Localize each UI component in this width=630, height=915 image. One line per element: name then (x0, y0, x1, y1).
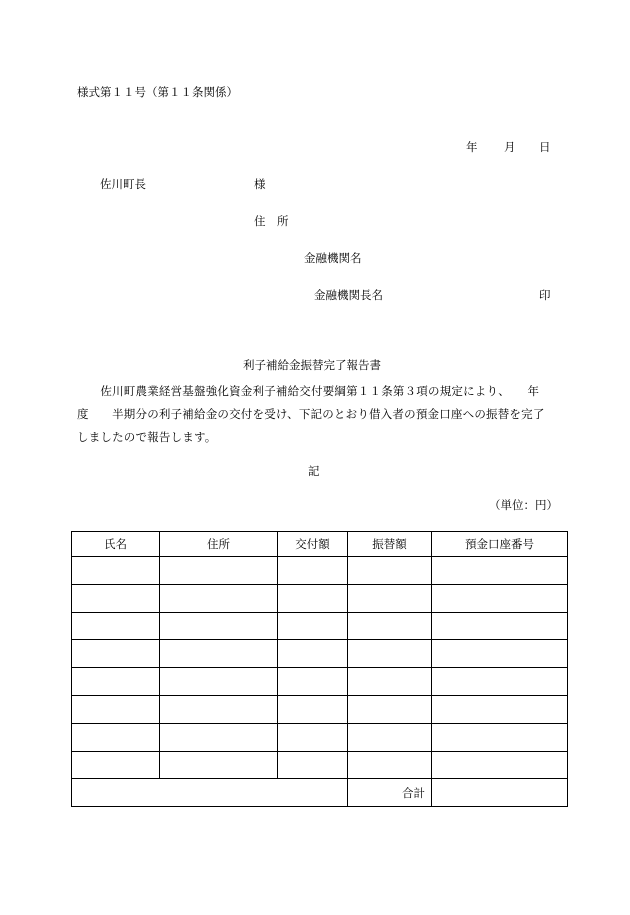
body-line: しましたので報告します。 (77, 430, 217, 444)
document-title: 利子補給金振替完了報告書 (243, 358, 381, 372)
cell-grant-amount[interactable] (278, 723, 348, 751)
cell-grant-amount[interactable] (278, 612, 348, 640)
cell-address[interactable] (160, 612, 278, 640)
cell-account-number[interactable] (432, 695, 568, 723)
cell-name[interactable] (72, 668, 160, 696)
cell-grant-amount[interactable] (278, 751, 348, 779)
total-label: 合計 (348, 779, 432, 807)
cell-name[interactable] (72, 584, 160, 612)
cell-account-number[interactable] (432, 751, 568, 779)
date-month-label: 月 (504, 140, 516, 154)
header-address: 住所 (160, 532, 278, 557)
cell-transfer-amount[interactable] (348, 584, 432, 612)
cell-account-number[interactable] (432, 640, 568, 668)
table-header-row (72, 532, 568, 557)
cell-account-number[interactable] (432, 723, 568, 751)
header-transfer-amount: 振替額 (348, 532, 432, 557)
cell-address[interactable] (160, 668, 278, 696)
addressee-honorific: 様 (254, 177, 266, 191)
cell-grant-amount[interactable] (278, 668, 348, 696)
cell-name[interactable] (72, 695, 160, 723)
table-row (72, 668, 568, 696)
cell-address[interactable] (160, 640, 278, 668)
form-number: 様式第１１号（第１１条関係） (77, 85, 238, 99)
cell-account-number[interactable] (432, 612, 568, 640)
cell-account-number[interactable] (432, 584, 568, 612)
table-row (72, 640, 568, 668)
seal-mark: 印 (539, 288, 551, 302)
cell-address[interactable] (160, 584, 278, 612)
header-grant-amount: 交付額 (278, 532, 348, 557)
date-year-label: 年 (466, 140, 478, 154)
body-line: 度 半期分の利子補給金の交付を受け、下記のとおり借入者の預金口座への振替を完了 (77, 407, 545, 421)
table-row (72, 695, 568, 723)
cell-grant-amount[interactable] (278, 695, 348, 723)
cell-transfer-amount[interactable] (348, 751, 432, 779)
cell-transfer-amount[interactable] (348, 640, 432, 668)
report-table (71, 531, 568, 807)
cell-name[interactable] (72, 640, 160, 668)
cell-name[interactable] (72, 557, 160, 585)
cell-transfer-amount[interactable] (348, 668, 432, 696)
unit-label: （単位：円） (489, 498, 558, 512)
cell-name[interactable] (72, 723, 160, 751)
cell-address[interactable] (160, 695, 278, 723)
date-day-label: 日 (539, 140, 551, 154)
header-account-number: 預金口座番号 (432, 532, 568, 557)
cell-grant-amount[interactable] (278, 584, 348, 612)
table-row (72, 723, 568, 751)
body-line: 佐川町農業経営基盤強化資金利子補給交付要綱第１１条第３項の規定により、 年 (77, 384, 540, 398)
cell-address[interactable] (160, 723, 278, 751)
cell-transfer-amount[interactable] (348, 612, 432, 640)
cell-name[interactable] (72, 612, 160, 640)
cell-grant-amount[interactable] (278, 557, 348, 585)
body-paragraph (77, 380, 555, 449)
cell-transfer-amount[interactable] (348, 557, 432, 585)
cell-grant-amount[interactable] (278, 640, 348, 668)
table-row (72, 751, 568, 779)
cell-transfer-amount[interactable] (348, 723, 432, 751)
table-row (72, 612, 568, 640)
cell-account-number[interactable] (432, 557, 568, 585)
address-label: 住 所 (254, 214, 289, 228)
cell-address[interactable] (160, 751, 278, 779)
total-value-cell[interactable] (432, 779, 568, 807)
table-total-row (72, 779, 568, 807)
ki-label: 記 (308, 464, 320, 478)
cell-address[interactable] (160, 557, 278, 585)
institution-head-label: 金融機関長名 (314, 288, 383, 302)
institution-label: 金融機関名 (304, 251, 362, 265)
cell-account-number[interactable] (432, 668, 568, 696)
header-name: 氏名 (72, 532, 160, 557)
table-row (72, 557, 568, 585)
cell-name[interactable] (72, 751, 160, 779)
table-row (72, 584, 568, 612)
addressee-name: 佐川町長 (100, 177, 146, 191)
cell-transfer-amount[interactable] (348, 695, 432, 723)
total-blank-cell (72, 779, 348, 807)
